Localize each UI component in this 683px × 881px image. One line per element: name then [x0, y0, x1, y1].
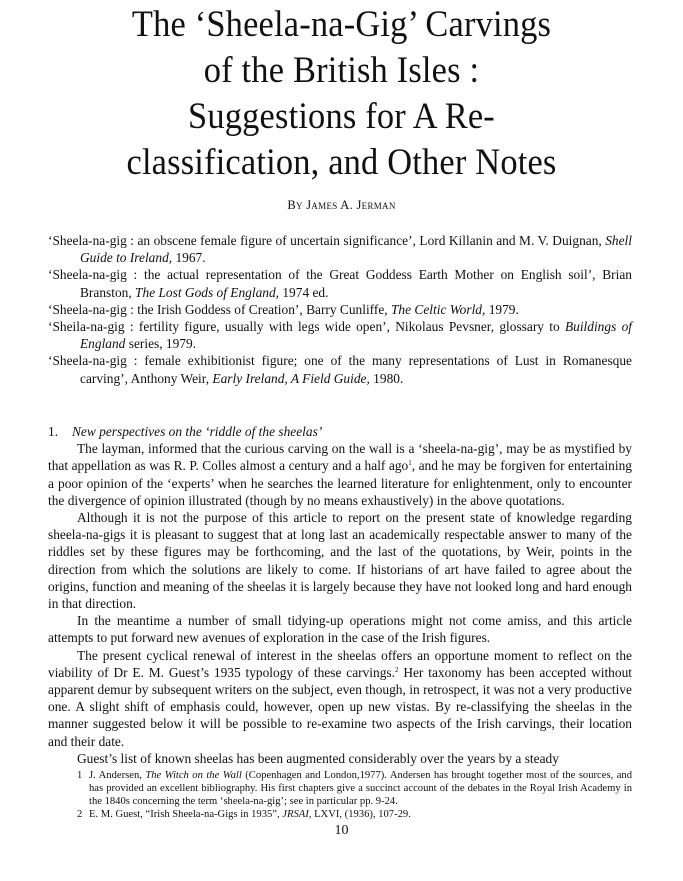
footnote-ref[interactable]: 1: [408, 459, 412, 468]
epigraph-source-title: The Celtic World,: [390, 301, 486, 317]
footnote-work-title: The Witch on the Wall: [145, 770, 242, 781]
footnote-text: LXVI, (1936), 107-29.: [311, 809, 411, 820]
epigraph: [48, 352, 632, 386]
footnote-number: 1: [77, 770, 83, 781]
epigraph: [48, 301, 632, 318]
title-line: of the British Isles :: [203, 50, 480, 91]
section-1: [48, 423, 632, 767]
epigraph-quote: ‘Sheila-na-gig : fertility figure, usually with legs wide open’, Nikolaus Pevsner, glossary to: [48, 319, 565, 335]
title-line: The ‘Sheela-na-Gig’ Carvings: [131, 4, 552, 45]
paragraph-text: Guest’s list of known sheelas has been augmented considerably over the years by a steady: [77, 750, 559, 766]
body-paragraph: [48, 509, 632, 612]
footnote-author: E. M. Guest, “Irish Sheela-na-Gigs in 1935”,: [89, 809, 283, 820]
epigraph-source-title: Shell Guide to Ireland,: [80, 233, 632, 266]
article-title: [24, 2, 659, 186]
epigraph-source-title: Early Ireland, A Field Guide,: [212, 370, 370, 386]
title-line: classification, and Other Notes: [126, 142, 557, 183]
epigraph-quote: ‘Sheela-na-gig : an obscene female figure of uncertain significance’, Lord Killanin and M. V. Duignan,: [48, 233, 606, 248]
body-paragraph: [48, 440, 632, 509]
body-paragraph: [48, 647, 632, 750]
paragraph-text: The present cyclical renewal of interest in the sheelas offers an opportune moment to reflect on the viability of Dr E. M. Guest’s 1935 typology of these carvings.: [48, 647, 632, 680]
footnote-ref[interactable]: 2: [394, 665, 399, 674]
footnote-text: (Copenhagen and London,1977). Andersen has brought together most of the sources, and has provided an excellent bibliography. His first chapters give a succinct account of the debates in the Royal Irish Academy in the 1840s concerning the term ‘sheela-na-gig’; see in particular pp. 9-24.: [89, 770, 632, 807]
epigraph: [48, 318, 632, 352]
paragraph-text: Although it is not the purpose of this article to report on the present state of knowledge regarding sheela-na-gigs it is pleasant to suggest that at long last an academically respectable answer to many of the riddles set by these figures may be forthcoming, and the last of the quotations, by Weir, points in the direction from which the solutions are likely to come. If historians of art have failed to agree about the origins, function and meaning of the sheelas it is largely because they have not looked long and hard enough in that direction.: [48, 510, 632, 612]
paragraph-text: , and he may be forgiven for entertaining a poor opinion of the ‘experts’ when he searches the learned literature for enlightenment, only to encounter the divergence of opinion illustrated (though by no means exhaustively) in the above quotations.: [48, 458, 632, 508]
paragraph-text: The layman, informed that the curious carving on the wall is a ‘sheela-na-gig’, may be as mystified by that appellation as was R. P. Colles almost a century and a half ago: [48, 441, 632, 474]
epigraph-year: 1967.: [172, 250, 206, 266]
footnote-author: J. Andersen,: [89, 770, 146, 781]
paragraph-text: Her taxonomy has been accepted without apparent demur by subsequent writers on the subject, even though, in retrospect, it was not a very productive one. A slight shift of emphasis could, however, open up new vistas. By re-classifying the sheelas in the manner suggested below it will be possible to re-examine two aspects of the Irish carvings, their location and their date.: [48, 664, 632, 749]
epigraph-list: [48, 232, 632, 387]
body-paragraph: [48, 750, 632, 767]
epigraph-source-title: Buildings of England: [80, 319, 632, 352]
epigraph-year: 1974 ed.: [279, 284, 329, 300]
section-heading: [48, 423, 632, 440]
epigraph-source-title: The Lost Gods of England,: [135, 284, 280, 300]
epigraph-quote: ‘Sheela-na-gig : the Irish Goddess of Creation’, Barry Cunliffe,: [48, 301, 391, 317]
title-line: Suggestions for A Re-: [188, 96, 495, 137]
footnote-work-title: JRSAI,: [282, 809, 312, 820]
epigraph-quote: ‘Sheela-na-gig : female exhibitionist figure; one of the many representations of Lust in Romanesque carving’, Anthony Weir,: [48, 353, 632, 386]
section-number: 1.: [48, 424, 59, 439]
epigraph-quote: ‘Sheela-na-gig : the actual representation of the Great Goddess Earth Mother on English soil’, Brian Branston,: [48, 267, 632, 300]
footnotes: [77, 769, 632, 821]
footnote-number: 2: [77, 809, 83, 820]
footnote: [77, 769, 632, 808]
epigraph-year: 1979.: [485, 301, 519, 317]
epigraph: [48, 266, 632, 300]
footnote: [77, 808, 632, 821]
body-paragraph: [48, 612, 632, 646]
epigraph-year: 1980.: [369, 370, 404, 386]
epigraph: [48, 232, 632, 266]
paragraph-text: In the meantime a number of small tidying-up operations might not come amiss, and this article attempts to put forward new avenues of exploration in the case of the Irish figures.: [48, 613, 632, 646]
author-byline: By James A. Jerman: [287, 198, 396, 212]
page-number: 10: [334, 823, 349, 838]
section-title: New perspectives on the ‘riddle of the sheelas’: [72, 424, 323, 439]
epigraph-year: series, 1979.: [125, 336, 197, 352]
